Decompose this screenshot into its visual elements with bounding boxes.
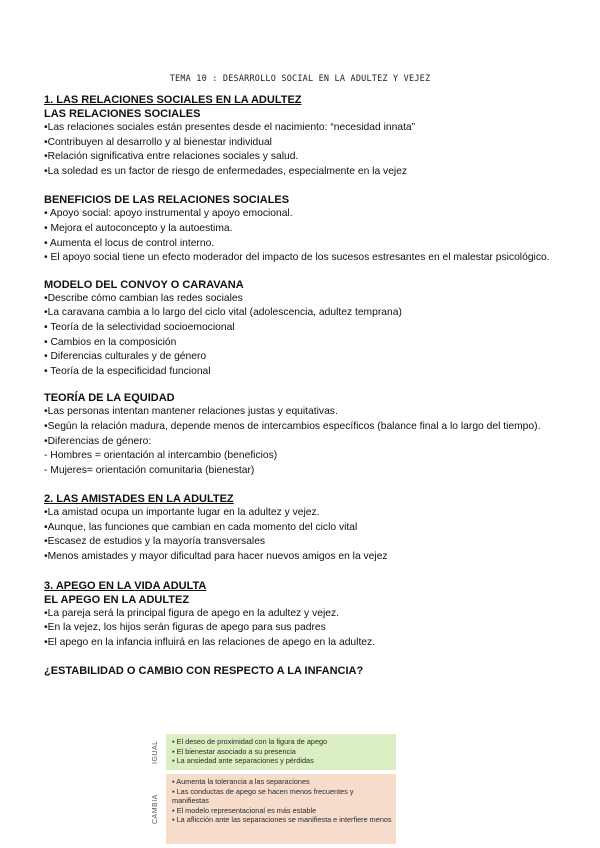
section-1-list [44,121,564,179]
list-item: ▪ La aflicción ante las separaciones se manifiesta e interfiere menos [172,815,392,825]
convoy-heading: MODELO DEL CONVOY O CARAVANA [44,278,244,291]
equity-heading: TEORÍA DE LA EQUIDAD [44,392,175,405]
list-item: •El apego en la infancia influirá en las relaciones de apego en la adultez. [44,636,376,648]
list-item: - Mujeres= orientación comunitaria (bienestar) [44,464,255,476]
list-item: •Menos amistades y mayor dificultad para hacer nuevos amigos en la vejez [44,551,388,563]
list-item: •La amistad ocupa un importante lugar en la adultez y vejez. [44,507,320,519]
list-item: •Describe cómo cambian las redes sociales [44,292,243,304]
list-item: ▪ La ansiedad ante separaciones y pérdidas [172,756,314,766]
equity-list [44,405,564,478]
list-item: •Las personas intentan mantener relaciones justas y equitativas. [44,406,338,418]
igual-block [166,734,396,770]
section-3-subheading: EL APEGO EN LA ADULTEZ [44,593,190,606]
list-item: • Teoría de la selectividad socioemocional [44,321,235,333]
list-item: •Relación significativa entre relaciones sociales y salud. [44,151,299,163]
list-item: ▪ El bienestar asociado a su presencia [172,746,296,756]
list-item: •Aunque, las funciones que cambian en cada momento del ciclo vital [44,521,358,533]
section-2-heading: 2. LAS AMISTADES EN LA ADULTEZ [44,493,234,506]
igual-list [166,734,396,766]
list-item: •La pareja será la principal figura de apego en la adultez y vejez. [44,607,339,619]
list-item: •Las relaciones sociales están presentes desde el nacimiento: “necesidad innata” [44,122,416,133]
list-item: •La caravana cambia a lo largo del ciclo vital (adolescencia, adultez temprana) [44,307,402,319]
section-3-heading: 3. APEGO EN LA VIDA ADULTA [44,579,207,592]
section-2-list [44,506,564,564]
list-item: ▪ El modelo representacional es más estable [172,805,317,815]
list-item: • El apoyo social tiene un efecto moderador del impacto de los sucesos estresantes en el malestar psicológico. [44,252,550,264]
list-item: ▪ Las conductas de apego se hacen menos frecuentes y manifiestas [172,786,354,806]
list-item: • Apoyo social: apoyo instrumental y apoyo emocional. [44,208,293,220]
cambia-list [166,774,396,825]
list-item: • Mejora el autoconcepto y la autoestima. [44,222,233,234]
list-item: • Cambios en la composición [44,336,177,348]
attachment-comparison-figure [152,734,398,844]
benefits-heading: BENEFICIOS DE LAS RELACIONES SOCIALES [44,194,290,207]
cambia-label: CAMBIA [152,794,159,824]
list-item: •Contribuyen al desarrollo y al bienestar individual [44,136,272,148]
page-title: TEMA 10 : DESARROLLO SOCIAL EN LA ADULTEZ Y VEJEZ [169,74,431,84]
list-item: •La soledad es un factor de riesgo de enfermedades, especialmente en la vejez [44,165,408,177]
list-item: •Diferencias de género: [44,435,152,447]
list-item: • Diferencias culturales y de género [44,351,207,363]
list-item: •En la vejez, los hijos serán figuras de apego para sus padres [44,622,326,634]
list-item: •Escasez de estudios y la mayoría transversales [44,536,266,548]
stability-heading: ¿ESTABILIDAD O CAMBIO CON RESPECTO A LA INFANCIA? [44,665,364,678]
list-item: • Teoría de la especificidad funcional [44,365,211,377]
cambia-block [166,774,396,844]
section-1-heading: 1. LAS RELACIONES SOCIALES EN LA ADULTEZ [44,94,302,106]
list-item: • Aumenta el locus de control interno. [44,237,215,249]
list-item: - Hombres = orientación al intercambio (beneficios) [44,450,278,462]
convoy-list [44,292,564,380]
section-3-list [44,607,564,651]
section-1-subheading: LAS RELACIONES SOCIALES [44,108,201,120]
document-body [44,93,564,678]
list-item: ▪ Aumenta la tolerancia a las separaciones [172,777,310,786]
list-item: ▪ El deseo de proximidad con la figura de apego [172,737,328,746]
list-item: •Según la relación madura, depende menos de intercambios específicos (balance final a lo largo del tiempo). [44,420,541,432]
igual-label: IGUAL [152,740,159,764]
benefits-list [44,207,564,265]
